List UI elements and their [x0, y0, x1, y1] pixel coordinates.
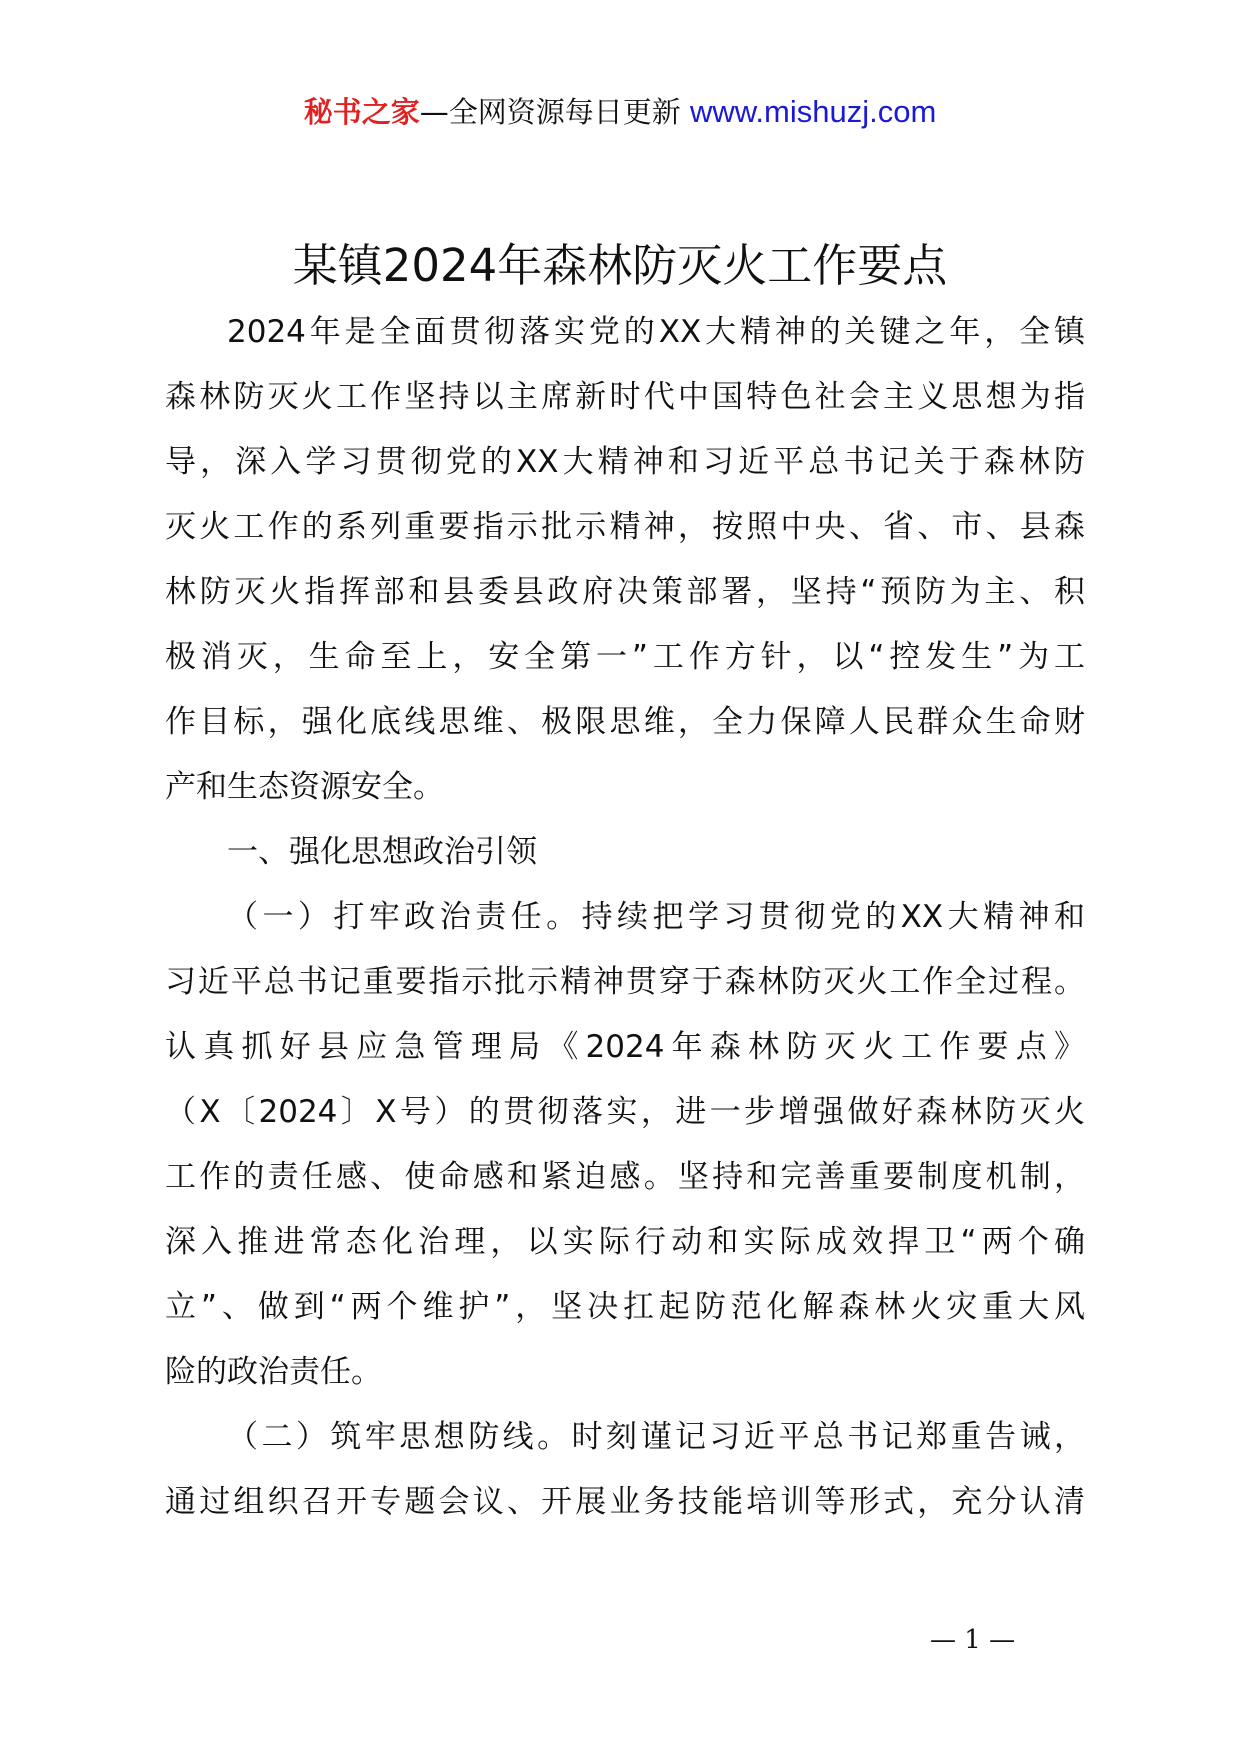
paragraph-line: （X〔2024〕X号）的贯彻落实，进一步增强做好森林防灭火 [165, 1094, 1085, 1130]
paragraph-line: 深入推进常态化治理，以实际行动和实际成效捍卫“两个确 [165, 1224, 1085, 1260]
document-body [165, 300, 1085, 1535]
header-banner [0, 92, 1240, 132]
paragraph-line: （二）筑牢思想防线。时刻谨记习近平总书记郑重告诫， [227, 1419, 1085, 1455]
section-heading: 一、强化思想政治引领 [227, 834, 537, 870]
paragraph-line: 习近平总书记重要指示批示精神贯穿于森林防灭火工作全过程。 [165, 964, 1085, 1000]
page-number: — 1 — [930, 1625, 1016, 1655]
paragraph-line: 作目标，强化底线思维、极限思维，全力保障人民群众生命财 [165, 704, 1085, 740]
document-title: 某镇2024年森林防灭火工作要点 [292, 239, 948, 292]
paragraph-line: 险的政治责任。 [165, 1354, 382, 1390]
paragraph-line: 导，深入学习贯彻党的XX大精神和习近平总书记关于森林防 [165, 444, 1085, 480]
paragraph-line: 产和生态资源安全。 [165, 769, 444, 805]
paragraph-line: 通过组织召开专题会议、开展业务技能培训等形式，充分认清 [165, 1484, 1085, 1520]
paragraph-line: 极消灭，生命至上，安全第一”工作方针，以“控发生”为工 [165, 639, 1085, 675]
paragraph-line: 立”、做到“两个维护”，坚决扛起防范化解森林火灾重大风 [165, 1289, 1085, 1325]
header-tagline: —全网资源每日更新 [419, 95, 681, 129]
paragraph-line: 工作的责任感、使命感和紧迫感。坚持和完善重要制度机制， [165, 1159, 1085, 1195]
paragraph-line: 认真抓好县应急管理局《2024年森林防灭火工作要点》 [165, 1029, 1085, 1065]
site-url-link[interactable]: www.mishuzj.com [689, 94, 937, 129]
paragraph-line: 森林防灭火工作坚持以主席新时代中国特色社会主义思想为指 [165, 379, 1085, 415]
paragraph-line: 林防灭火指挥部和县委县政府决策部署，坚持“预防为主、积 [165, 574, 1085, 610]
paragraph-line: （一）打牢政治责任。持续把学习贯彻党的XX大精神和 [227, 899, 1085, 935]
paragraph-line: 2024年是全面贯彻落实党的XX大精神的关键之年，全镇 [227, 314, 1085, 350]
paragraph-line: 灭火工作的系列重要指示批示精神，按照中央、省、市、县森 [165, 509, 1085, 545]
brand-name: 秘书之家 [303, 95, 420, 129]
